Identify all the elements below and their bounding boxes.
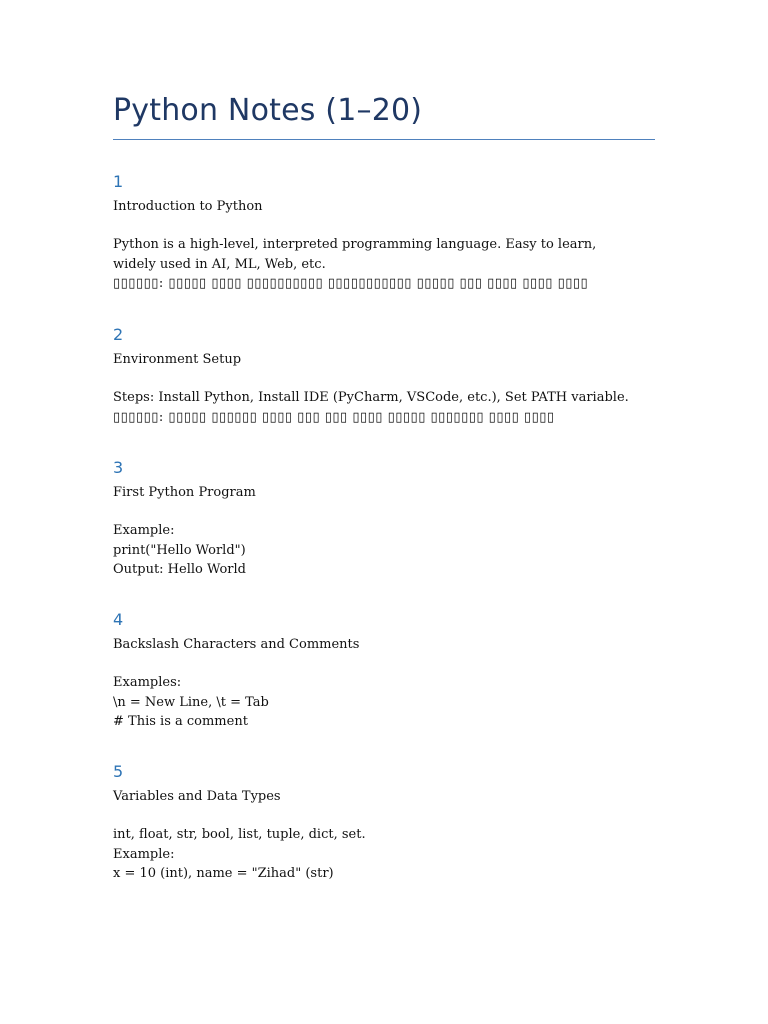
- section-number: 1: [113, 172, 124, 191]
- section-1: [113, 172, 673, 294]
- section-5: [113, 762, 673, 884]
- code-line: # This is a comment: [113, 714, 248, 729]
- body-line: Example:: [113, 846, 175, 862]
- section-body: [113, 521, 673, 580]
- body-line: Output: Hello World: [113, 562, 246, 577]
- section-heading: First Python Program: [113, 485, 256, 500]
- section-4: [113, 610, 673, 732]
- body-line-translation: ▯▯▯▯▯▯: ▯▯▯▯▯ ▯▯▯▯ ▯▯▯▯▯▯▯▯▯▯ ▯▯▯▯▯▯▯▯▯▯▯ ▯▯▯▯▯ ▯▯▯ ▯▯▯▯ ▯▯▯▯ ▯▯▯▯: [113, 276, 589, 291]
- code-line: x = 10 (int), name = "Zihad" (str): [113, 866, 334, 881]
- section-body: [113, 825, 673, 884]
- section-heading: Introduction to Python: [113, 199, 263, 214]
- body-line: Steps: Install Python, Install IDE (PyCharm, VSCode, etc.), Set PATH variable.: [113, 390, 629, 405]
- section-number: 4: [113, 610, 124, 629]
- code-line: \n = New Line, \t = Tab: [113, 694, 269, 710]
- body-line: int, float, str, bool, list, tuple, dict, set.: [113, 827, 366, 842]
- section-number: 3: [113, 458, 124, 477]
- title-underline: [113, 139, 655, 140]
- section-body: [113, 235, 673, 294]
- body-line: Example:: [113, 523, 175, 538]
- section-3: [113, 458, 673, 580]
- section-number: 2: [113, 325, 124, 344]
- section-number: 5: [113, 762, 124, 781]
- section-heading: Variables and Data Types: [113, 789, 281, 804]
- body-line: Examples:: [113, 675, 182, 690]
- section-body: [113, 673, 673, 732]
- section-2: [113, 325, 673, 427]
- code-line: print("Hello World"): [113, 542, 246, 558]
- section-body: [113, 388, 673, 427]
- section-heading: Environment Setup: [113, 352, 242, 367]
- body-line: Python is a high-level, interpreted programming language. Easy to learn, widely used in AI, ML, Web, etc.: [113, 237, 597, 272]
- section-heading: Backslash Characters and Comments: [113, 637, 360, 652]
- document-title: Python Notes (1–20): [113, 93, 423, 128]
- body-line-translation: ▯▯▯▯▯▯: ▯▯▯▯▯ ▯▯▯▯▯▯ ▯▯▯▯ ▯▯▯ ▯▯▯ ▯▯▯▯ ▯▯▯▯▯ ▯▯▯▯▯▯▯ ▯▯▯▯ ▯▯▯▯: [113, 409, 555, 425]
